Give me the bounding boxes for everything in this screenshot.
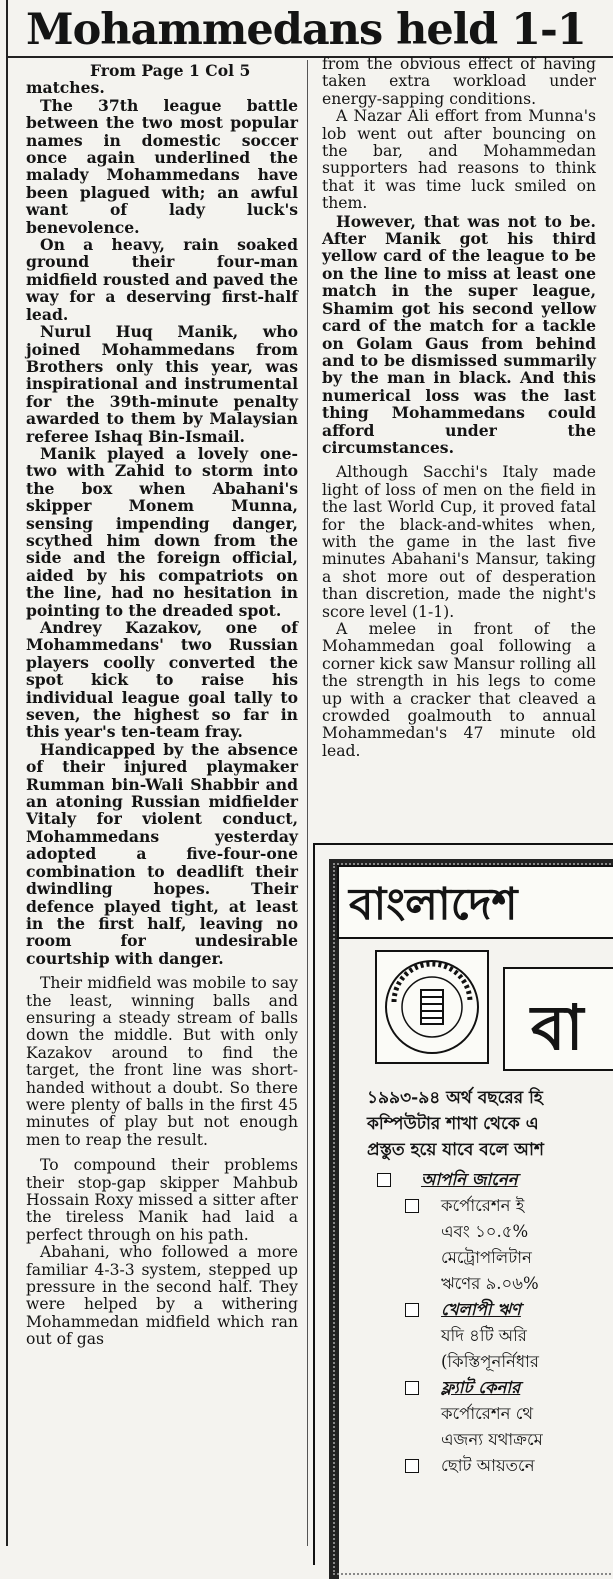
article-column-1 xyxy=(26,62,298,1349)
checkbox-icon xyxy=(405,1303,419,1317)
ad-line-text: কর্পোরেশন ই xyxy=(441,1196,525,1215)
ad-line-text: কর্পোরেশন থে xyxy=(441,1404,534,1423)
ad-banner xyxy=(337,865,613,939)
paragraph: Manik played a lovely one-two with Zahid to storm into the box when Abahani's skipper Monem Munna, sensing impending danger, scythed him down from the side and the foreign official, aided by his compatriots on the line, had no hesitation in pointing to the dreaded spot. xyxy=(26,443,298,620)
paragraph: Handicapped by the absence of their injured playmaker Rumman bin-Wali Shabbir and an atoning Russian midfielder Vitaly for violent conduct, Mohammedans yesterday adopted a five-four-one combination to deadlift their dwindling hopes. Their defence played tight, at least in the first half, leaving no room for undesirable courtship with danger. xyxy=(26,739,298,968)
ad-line xyxy=(377,1427,613,1453)
article-column-2 xyxy=(322,56,596,760)
paragraph: A melee in front of the Mohammedan goal following a corner kick saw Mansur rolling all the strength in his legs to come up with a cracker that cleaved a crowded goalmouth to annual Mohammedan's 47 minute old lead. xyxy=(322,620,596,760)
ad-checklist xyxy=(377,1167,613,1479)
ad-line-text: খেলাপী ঋণ xyxy=(441,1300,521,1319)
ad-line xyxy=(377,1349,613,1375)
ad-line-text: এবং ১০.৫% xyxy=(441,1222,529,1241)
ad-line xyxy=(377,1401,613,1427)
ad-line-text: মেট্রোপলিটান xyxy=(441,1248,532,1267)
paragraph: The 37th league battle between the two most popular names in domestic soccer once again underlined the malady Mohammedans have been plagued with; an awful want of lady luck's benevolence. xyxy=(26,95,298,237)
paragraph: matches. xyxy=(26,78,105,98)
ad-intro-line: প্রস্তুত হয়ে যাবে বলে আশ xyxy=(367,1140,544,1160)
ad-intro-line: ১৯৯৩-৯৪ অর্থ বছরের হি xyxy=(367,1088,543,1108)
paragraph: Abahani, who followed a more familiar 4-3-3 system, stepped up pressure in the second half. They were helped by a withering Mohammedan midfield which ran out of gas xyxy=(26,1243,298,1349)
checkbox-icon xyxy=(405,1381,419,1395)
ad-line xyxy=(377,1323,613,1349)
advertisement xyxy=(313,843,613,1565)
paragraph: Their midfield was mobile to say the least, winning balls and ensuring a steady stream of balls down the middle. But with only Kazakov around to find the target, the front line was short-handed without a doubt. So there were plenty of balls in the first 45 minutes of play but not enough men to reap the result. xyxy=(26,974,298,1149)
ad-heading: আপনি জানেন xyxy=(421,1170,518,1189)
dateline: From Page 1 Col 5 xyxy=(90,61,251,80)
ad-banner-title: বাংলাদেশ xyxy=(349,879,518,930)
ad-logo-text: বা xyxy=(531,991,584,1064)
checkbox-icon xyxy=(405,1459,419,1473)
checkbox-icon xyxy=(377,1173,391,1187)
headline: Mohammedans held 1-1 xyxy=(26,5,586,55)
ad-line xyxy=(377,1297,613,1323)
ad-line xyxy=(377,1271,613,1297)
ad-intro xyxy=(367,1085,613,1163)
paragraph: To compound their problems their stop-gap skipper Mahbub Hossain Roxy missed a sitter after the tireless Manik had laid a perfect through on his path. xyxy=(26,1156,298,1244)
left-border-rule xyxy=(6,0,8,1546)
ad-line xyxy=(377,1245,613,1271)
seal-icon xyxy=(375,950,489,1064)
ad-line xyxy=(377,1375,613,1401)
paragraph: Nurul Huq Manik, who joined Mohammedans from Brothers only this year, was inspirational and instrumental for the 39th-minute penalty awarded to them by Malaysian referee Ishaq Bin-Ismail. xyxy=(26,322,298,446)
ad-line xyxy=(377,1453,613,1479)
ad-line-text: যদি ৪টি অরি xyxy=(441,1326,527,1345)
ad-line-text: এজন্য যথাক্রমে xyxy=(441,1430,543,1449)
paragraph: On a heavy, rain soaked ground their four-man midfield rousted and paved the way for a deserving first-half lead. xyxy=(26,235,298,324)
paragraph: A Nazar Ali effort from Munna's lob went out after bouncing on the bar, and Mohammedan supporters had reasons to think that it was time luck smiled on them. xyxy=(322,107,596,213)
ad-line-text: ফ্ল্যাট কেনার xyxy=(441,1378,521,1397)
paragraph: However, that was not to be. After Manik got his third yellow card of the league to be on the line to miss at least one match in the super league, Shamim got his second yellow card of the match for a tackle on Golam Gaus from behind and to be dismissed summarily by the man in black. And this numerical loss was the last thing Mohammedans could afford under the circumstances. xyxy=(322,211,596,457)
ad-line-text: ছোট আয়তনে xyxy=(441,1456,535,1475)
column-divider xyxy=(307,60,308,1546)
ad-intro-line: কম্পিউটার শাখা থেকে এ xyxy=(367,1114,539,1134)
ad-line xyxy=(377,1219,613,1245)
ad-logo xyxy=(503,967,613,1071)
paragraph: Although Sacchi's Italy made light of loss of men on the field in the last World Cup, it proved fatal for the black-and-whites when, with the game in the last five minutes Abahani's Mansur, taking a shot more out of desperation than discretion, made the night's score level (1-1). xyxy=(322,463,596,621)
checkbox-icon xyxy=(405,1199,419,1213)
ad-line-text: (কিস্তিপূনর্নিধার xyxy=(441,1352,540,1371)
paragraph: Andrey Kazakov, one of Mohammedans' two Russian players coolly converted the spot kick to raise his individual league goal tally to seven, the highest so far in this year's ten-team fray. xyxy=(26,618,298,742)
paragraph: from the obvious effect of having taken extra workload under energy-sapping conditions. xyxy=(322,55,596,108)
ad-line-text: ঋণের ৯.০৬% xyxy=(441,1274,539,1293)
ad-heading-row xyxy=(377,1167,613,1193)
ad-line xyxy=(377,1193,613,1219)
